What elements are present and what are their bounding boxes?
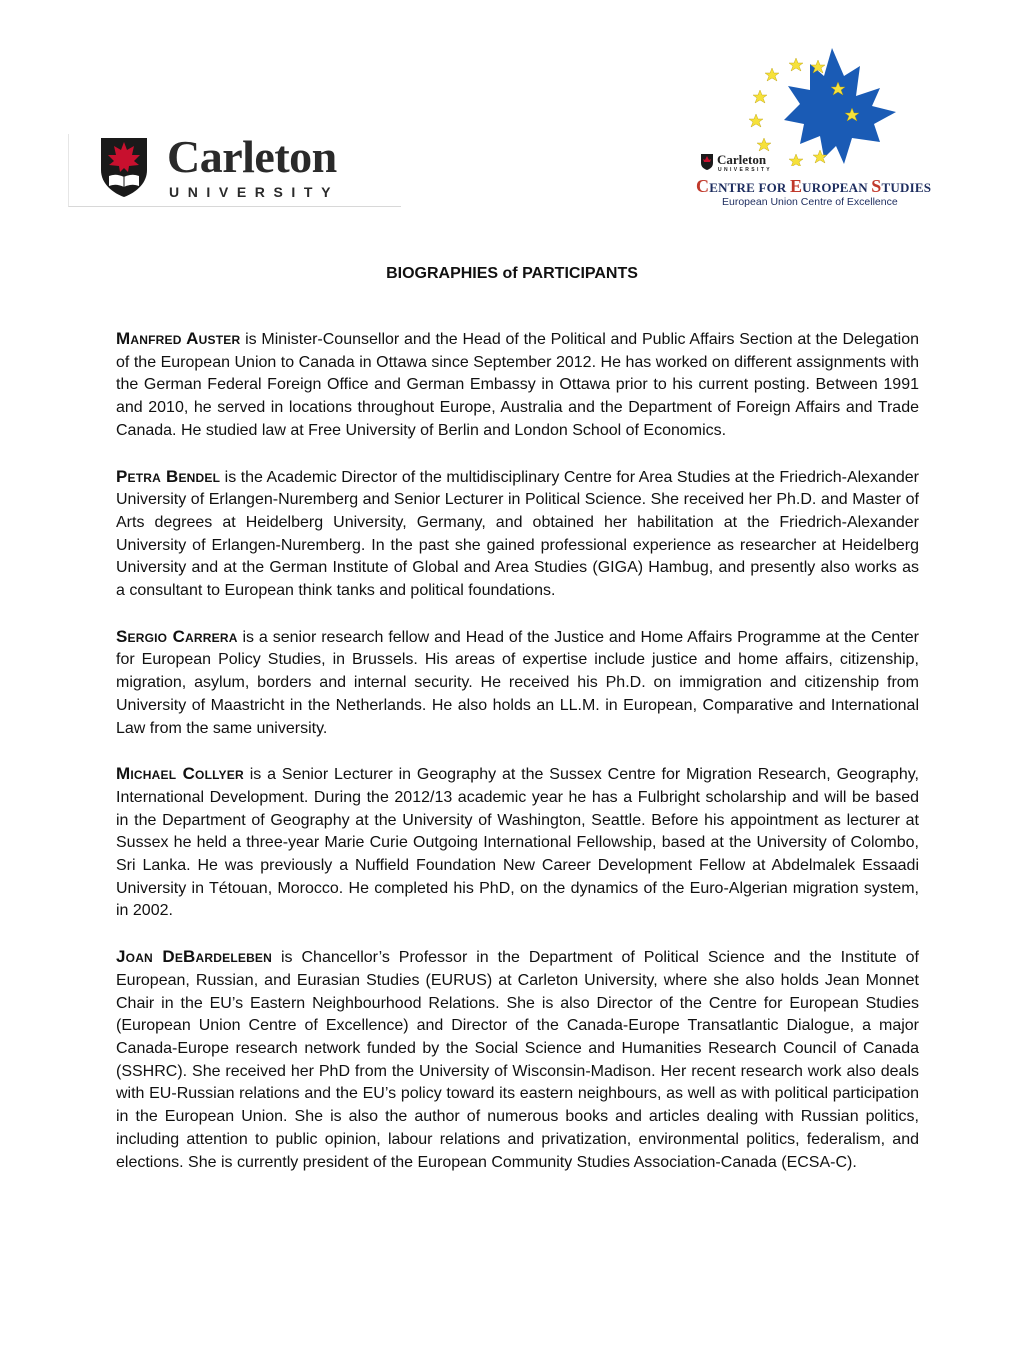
participant-name: Petra Bendel [116,466,221,486]
maple-leaf-stars-icon [740,46,900,166]
biography-bendel [116,466,919,603]
biography-text: is a Senior Lecturer in Geography at the Sussex Centre for Migration Research, Geography, International Development. During the 2012/13 academic year he has a Fulbright scholarship and will be based in the Department of Geography at the University of Washington, Seattle. Before his appointment as lecturer at Sussex he held a three-year Marie Curie Outgoing International Fellowship, based at the University of Colombo, Sri Lanka. He was previously a Nuffield Foundation New Career Development Fellow at Abdelmalek Essaadi University in Tétouan, Morocco. He completed his PhD, on the dynamics of the Euro-Algerian migration system, in 2002. [116,766,919,920]
centre-name-letter: E [789,176,803,196]
biography-text: is Minister-Counsellor and the Head of the Political and Public Affairs Section at the Delegation of the European Union to Canada in Ottawa since September 2012. He has worked on different assignments with the German Federal Foreign Office and German Embassy in Ottawa prior to his current posting. Between 1991 and 2010, he served in locations throughout Europe, Australia and the Department of Foreign Affairs and Trade Canada. He studied law at Free University of Berlin and London School of Economics. [116,331,920,439]
biography-debardeleben [116,946,919,1174]
carleton-wordmark: Carleton [167,131,337,182]
participant-name: Joan DeBardeleben [116,947,272,967]
mini-university-wordmark: UNIVERSITY [718,167,773,173]
participant-name: Sergio Carrera [116,626,238,646]
carleton-university-logo [68,131,401,207]
carleton-mini-logo [700,152,780,178]
participant-name: Manfred Auster [116,329,241,348]
biography-text: is Chancellor’s Professor in the Department of Political Science and the Institute of European, Russian, and Eurasian Studies (EURUS) at Carleton University, where she also holds Jean Monnet Chair in the EU’s Eastern Neighbourhood Relations. She is also Director of the Centre for European Studies (European Union Centre of Excellence) and Director of the Canada-Europe Transatlantic Dialogue, a major Canada-Europe research network funded by the Social Science and Humanities Research Council of Canada (SSHRC). She received her PhD from the University of Wisconsin-Madison. Her recent research work also deals with EU-Russian relations and the EU’s policy toward its eastern neighbours, as well as with political participation in the European Union. She is also the author of numerous books and articles dealing with Russian politics, including attention to public opinion, labour relations and privatization, environmental politics, federalism, and elections. She is currently president of the European Community Studies Association-Canada (ECSA-C). [116,949,919,1171]
biography-carrera [116,626,919,741]
centre-subtitle: European Union Centre of Excellence [722,196,898,208]
centre-name-letter: C [696,176,710,196]
biography-text: is the Academic Director of the multidisciplinary Centre for Area Studies at the Friedrich-Alexander University of Erlangen-Nuremberg and Senior Lecturer in Political Science. She received her Ph.D. and Master of Arts degrees at Heidelberg University, Germany, and obtained her habilitation at the Friedrich-Alexander University of Erlangen-Nuremberg. In the past she gained professional experience as researcher at Heidelberg University and at the German Institute of Global and Area Studies (GIGA) Hambug, and presently also works as a consultant to European think tanks and political foundations. [116,468,919,600]
centre-for-european-studies-logo [694,46,932,212]
carleton-mini-shield-icon [700,153,714,171]
biography-text: is a senior research fellow and Head of the Justice and Home Affairs Programme at the Center for European Policy Studies, in Brussels. His areas of expertise include justice and home affairs, citizenship, migration, asylum, borders and internal security. He received his Ph.D. on immigration and citizenship from University of Maastricht in the Netherlands. He also holds an LL.M. in European, Comparative and International Law from the same university. [116,628,919,737]
biographies [116,328,919,1197]
centre-name: CENTRE FOR EUROPEAN STUDIES [696,176,932,196]
centre-name-letter: S [871,176,882,196]
participant-name: Michael Collyer [116,764,244,784]
page-title: BIOGRAPHIES of PARTICIPANTS [386,265,638,282]
carleton-shield-icon [99,136,149,198]
biography-collyer [116,763,919,923]
university-wordmark: UNIVERSITY [169,184,340,200]
biography-auster [116,328,919,443]
mini-carleton-wordmark: Carleton [717,152,767,167]
